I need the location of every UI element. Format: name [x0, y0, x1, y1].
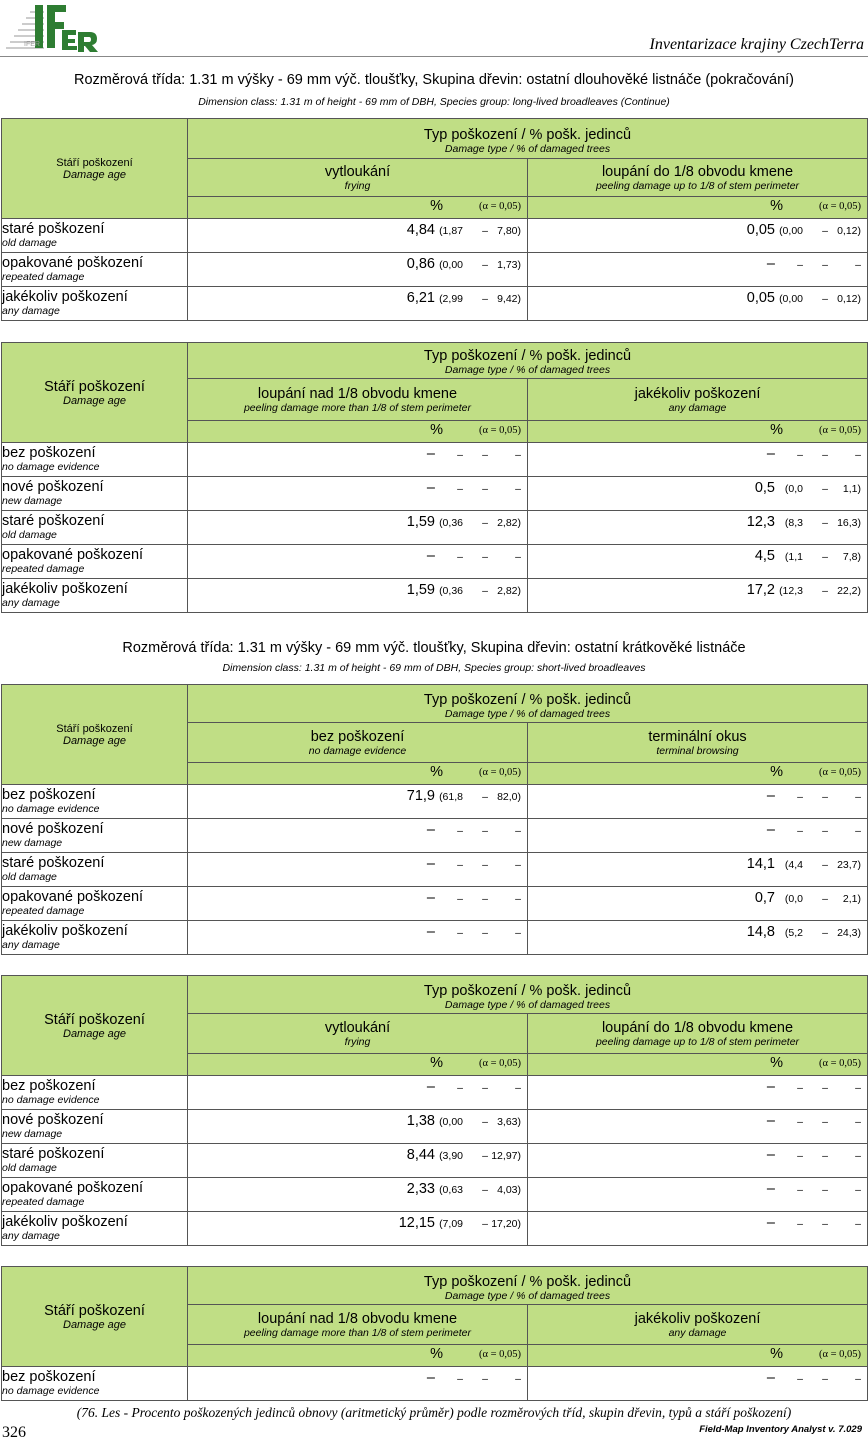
column-header: terminální okus terminal browsing — [528, 723, 868, 763]
value-cell: – – – – — [188, 921, 528, 955]
percent-header: % (α = 0,05) — [188, 197, 528, 219]
damage-table — [1, 684, 868, 955]
logo-text: IFER — [24, 41, 40, 48]
percent-header: % (α = 0,05) — [528, 197, 868, 219]
damage-age-header: Stáří poškození Damage age — [2, 685, 188, 785]
percent-header: % (α = 0,05) — [528, 1345, 868, 1367]
header-title: Inventarizace krajiny CzechTerra — [649, 36, 864, 53]
damage-type-header: Typ poškození / % pošk. jedinců Damage type / % of damaged trees — [188, 685, 868, 723]
value-cell: 12,15 (7,09 – 17,20) — [188, 1212, 528, 1246]
value-cell: – – – – — [188, 1076, 528, 1110]
percent-header: % (α = 0,05) — [528, 1054, 868, 1076]
damage-age-header: Stáří poškození Damage age — [2, 343, 188, 443]
row-label: staré poškození old damage — [2, 853, 188, 887]
damage-age-header: Stáří poškození Damage age — [2, 976, 188, 1076]
column-header: bez poškození no damage evidence — [188, 723, 528, 763]
row-label: jakékoliv poškození any damage — [2, 921, 188, 955]
row-label: opakované poškození repeated damage — [2, 545, 188, 579]
ifer-logo — [4, 2, 100, 54]
value-cell: 1,59 (0,36 – 2,82) — [188, 579, 528, 613]
value-cell: 0,7 (0,0 – 2,1) — [528, 887, 868, 921]
value-cell: – – – – — [528, 819, 868, 853]
percent-header: % (α = 0,05) — [528, 763, 868, 785]
value-cell: – – – – — [528, 1178, 868, 1212]
row-label: opakované poškození repeated damage — [2, 1178, 188, 1212]
row-label: nové poškození new damage — [2, 477, 188, 511]
column-header: loupání nad 1/8 obvodu kmene peeling damage more than 1/8 of stem perimeter — [188, 379, 528, 421]
value-cell: – – – – — [528, 443, 868, 477]
value-cell: – – – – — [528, 785, 868, 819]
column-header: vytloukání frying — [188, 1014, 528, 1054]
value-cell: – – – – — [528, 1212, 868, 1246]
value-cell: – – – – — [528, 1110, 868, 1144]
value-cell: 6,21 (2,99 – 9,42) — [188, 287, 528, 321]
row-label: bez poškození no damage evidence — [2, 443, 188, 477]
column-header: jakékoliv poškození any damage — [528, 1305, 868, 1345]
row-label: nové poškození new damage — [2, 819, 188, 853]
column-header: loupání do 1/8 obvodu kmene peeling damage up to 1/8 of stem perimeter — [528, 159, 868, 197]
value-cell: 4,84 (1,87 – 7,80) — [188, 219, 528, 253]
damage-table — [1, 118, 868, 321]
value-cell: – – – – — [528, 253, 868, 287]
value-cell: – – – – — [528, 1076, 868, 1110]
value-cell: – – – – — [188, 545, 528, 579]
section-title: Rozměrová třída: 1.31 m výšky - 69 mm výč. tloušťky, Skupina dřevin: ostatní dlouhověké listnáče (pokračování) — [73, 72, 794, 88]
damage-table — [1, 1266, 868, 1401]
row-label: bez poškození no damage evidence — [2, 785, 188, 819]
value-cell: – – – – — [188, 477, 528, 511]
row-label: opakované poškození repeated damage — [2, 253, 188, 287]
damage-type-header: Typ poškození / % pošk. jedinců Damage type / % of damaged trees — [188, 976, 868, 1014]
damage-type-header: Typ poškození / % pošk. jedinců Damage type / % of damaged trees — [188, 1267, 868, 1305]
value-cell: 0,05 (0,00 – 0,12) — [528, 287, 868, 321]
damage-table — [1, 975, 868, 1246]
value-cell: 17,2 (12,3 – 22,2) — [528, 579, 868, 613]
value-cell: 0,5 (0,0 – 1,1) — [528, 477, 868, 511]
value-cell: – – – – — [188, 443, 528, 477]
row-label: jakékoliv poškození any damage — [2, 579, 188, 613]
section-title: Rozměrová třída: 1.31 m výšky - 69 mm výč. tloušťky, Skupina dřevin: ostatní krátkověké listnáče — [122, 640, 746, 656]
row-label: jakékoliv poškození any damage — [2, 287, 188, 321]
software-version: Field-Map Inventory Analyst v. 7.029 — [699, 1424, 862, 1435]
damage-age-header: Stáří poškození Damage age — [2, 119, 188, 219]
section-subtitle: Dimension class: 1.31 m of height - 69 mm of DBH, Species group: long-lived broadleaves (Continue) — [198, 96, 670, 108]
value-cell: 1,38 (0,00 – 3,63) — [188, 1110, 528, 1144]
column-header: jakékoliv poškození any damage — [528, 379, 868, 421]
value-cell: – – – – — [188, 887, 528, 921]
value-cell: – – – – — [188, 853, 528, 887]
value-cell: 2,33 (0,63 – 4,03) — [188, 1178, 528, 1212]
page-number: 326 — [2, 1424, 26, 1441]
value-cell: 14,8 (5,2 – 24,3) — [528, 921, 868, 955]
damage-table — [1, 342, 868, 613]
row-label: staré poškození old damage — [2, 219, 188, 253]
column-header: loupání nad 1/8 obvodu kmene peeling damage more than 1/8 of stem perimeter — [188, 1305, 528, 1345]
value-cell: 71,9 (61,8 – 82,0) — [188, 785, 528, 819]
row-label: staré poškození old damage — [2, 1144, 188, 1178]
row-label: bez poškození no damage evidence — [2, 1076, 188, 1110]
value-cell: 0,86 (0,00 – 1,73) — [188, 253, 528, 287]
value-cell: 4,5 (1,1 – 7,8) — [528, 545, 868, 579]
value-cell: 1,59 (0,36 – 2,82) — [188, 511, 528, 545]
value-cell: 8,44 (3,90 – 12,97) — [188, 1144, 528, 1178]
value-cell: – – – – — [528, 1367, 868, 1401]
damage-age-header: Stáří poškození Damage age — [2, 1267, 188, 1367]
column-header: loupání do 1/8 obvodu kmene peeling damage up to 1/8 of stem perimeter — [528, 1014, 868, 1054]
value-cell: – – – – — [528, 1144, 868, 1178]
value-cell: – – – – — [188, 819, 528, 853]
header-rule — [0, 56, 868, 57]
row-label: nové poškození new damage — [2, 1110, 188, 1144]
percent-header: % (α = 0,05) — [188, 421, 528, 443]
percent-header: % (α = 0,05) — [188, 763, 528, 785]
value-cell: 0,05 (0,00 – 0,12) — [528, 219, 868, 253]
row-label: opakované poškození repeated damage — [2, 887, 188, 921]
section-subtitle: Dimension class: 1.31 m of height - 69 mm of DBH, Species group: short-lived broadleaves — [222, 662, 646, 674]
row-label: staré poškození old damage — [2, 511, 188, 545]
row-label: jakékoliv poškození any damage — [2, 1212, 188, 1246]
value-cell: 12,3 (8,3 – 16,3) — [528, 511, 868, 545]
column-header: vytloukání frying — [188, 159, 528, 197]
value-cell: – – – – — [188, 1367, 528, 1401]
figure-caption: (76. Les - Procento poškozených jedinců obnovy (aritmetický průměr) podle rozměrových tříd, skupin dřevin, typů a stáří poškození) — [76, 1405, 792, 1420]
percent-header: % (α = 0,05) — [188, 1345, 528, 1367]
percent-header: % (α = 0,05) — [528, 421, 868, 443]
damage-type-header: Typ poškození / % pošk. jedinců Damage type / % of damaged trees — [188, 119, 868, 159]
damage-type-header: Typ poškození / % pošk. jedinců Damage type / % of damaged trees — [188, 343, 868, 379]
value-cell: 14,1 (4,4 – 23,7) — [528, 853, 868, 887]
row-label: bez poškození no damage evidence — [2, 1367, 188, 1401]
percent-header: % (α = 0,05) — [188, 1054, 528, 1076]
